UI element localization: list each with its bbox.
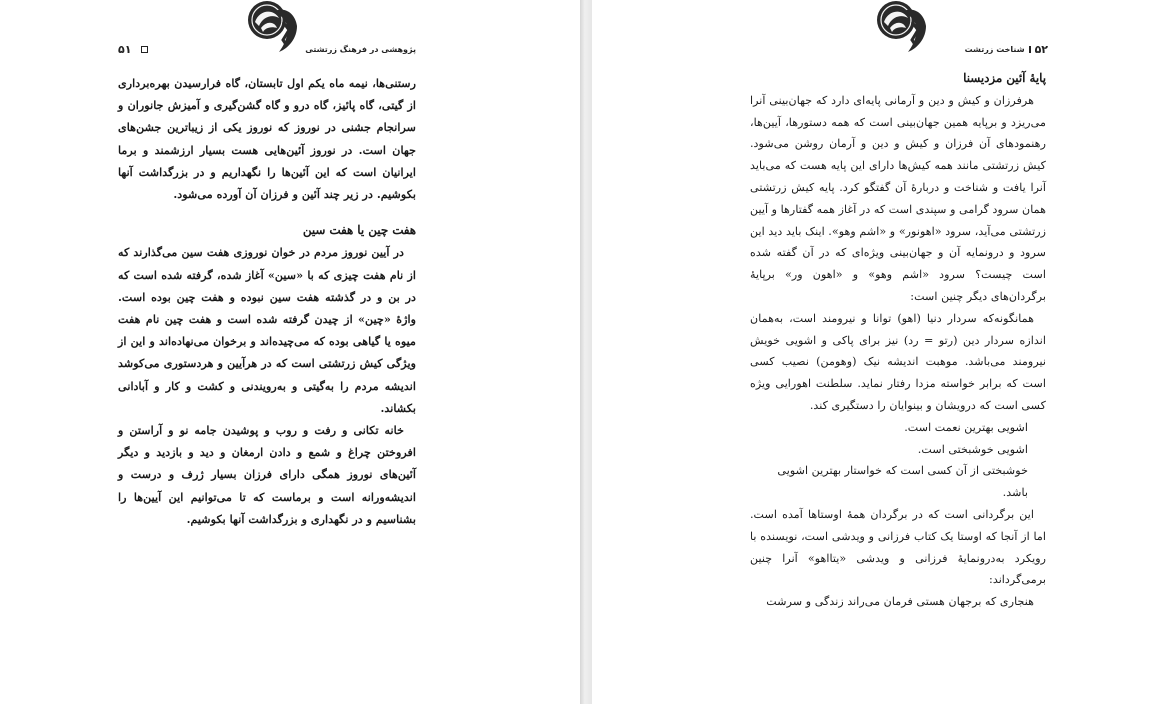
square-ornament-icon (1029, 46, 1031, 53)
page-number: ۵۲ (1034, 42, 1048, 56)
section-heading: هفت چین یا هفت سین (302, 223, 416, 238)
running-header (964, 42, 1048, 56)
running-title: شناخت زرتشت (964, 44, 1025, 54)
paragraph: این برگردانی است که در برگردان همهٔ اوستاها آمده است. اما از آنجا که اوستا یک کتاب فرزانی و ویدشی است، نویسنده با رویکرد به‌درونمایهٔ فرزانی و ویدشی «یتااهو» آنرا چنین برمی‌گرداند: (750, 507, 1046, 587)
book-gutter (580, 0, 592, 704)
quote-line: اشویی بهترین نعمت است. (904, 420, 1028, 434)
quote-line: اشویی خوشبختی است. (917, 442, 1028, 456)
page-number-group (118, 43, 152, 56)
quote-line: خوشبختی از آن کسی است که خواستار بهترین اشویی باشد. (777, 464, 1028, 500)
text-column (750, 68, 1046, 613)
page-number: ۵۱ (118, 42, 132, 56)
book-logo-emblem (872, 0, 930, 56)
paragraph: خانه تکانی و رفت و روب و پوشیدن جامه نو و آراستن و افروختن چراغ و شمع و دادن ارمغان و دید و بازدید و دیگر آئین‌های نوروز همگی دارای فرزان بسیار ژرف و درست و اندیشه‌ورانه است و برماست که تا می‌توانیم این آیین‌ها را بشناسیم و در نگهداری و بزرگداشت آنها بکوشیم. (118, 423, 416, 526)
paragraph: همانگونه‌که سردار دنیا (اهو) توانا و نیرومند است، به‌همان اندازه سردار دین (رتو = رد) نیز برای پاکی و اشویی خویش نیرومند می‌باشد. موهبت اندیشه نیک (وهومن) نصیب کسی است که برابر خواسته مزدا رفتار نماید. سلطنت اهورایی ویژه کسی است که درویشان و بینوایان را دستگیری کند. (750, 311, 1046, 412)
intro-paragraph: رستنی‌ها، نیمه ماه یکم اول تابستان، گاه فرارسیدن بهره‌برداری از گیتی، گاه پائیز، گاه درو و گاه گشن‌گیری و آمیزش جانوران و سرانجام جشنی در نوروز که نوروز یکی از زیباترین جشن‌های جهان است. در نوروز آئین‌هایی هست بسیار ارزشمند و برما ایرانیان است که این آئین‌ها را نگهداریم و در بزرگداشت آنها بکوشیم. در زیر چند آئین و فرزان آن آورده می‌شود. (118, 76, 416, 202)
paragraph: هنجاری که برجهان هستی فرمان می‌راند زندگی و سرشت (766, 595, 1034, 609)
text-column (118, 72, 416, 530)
running-header (118, 42, 416, 56)
paragraph: در آیین نوروز مردم در خوان نوروزی هفت سین می‌گذارند که از نام هفت چیزی که با «سین» آغاز شده، گرفته شده است که در بن و در گذشته هفت سین نبوده و هفت چین بوده است. واژهٔ «چین» از چیدن گرفته شده است و هفت چین نام هفت میوه یا گیاهی بوده که می‌چیده‌اند و برخوان می‌نهاده‌اند و این از ویژگی کیش زرتشتی است که در هرآیین و هردستوری می‌کوشد اندیشه مردم را به‌گیتی و به‌رویندنی و کشت و کار و آبادانی بکشاند. (118, 245, 416, 415)
section-heading: پایهٔ آئین مزدیسنا (963, 71, 1046, 85)
paragraph: هرفرزان و کیش و دین و آرمانی پایه‌ای دارد که جهان‌بینی آنرا می‌ریزد و برپایه همین جهان‌بینی است که همه دستورها، آیین‌ها، رهنمودهای آن فرزان و کیش و دین و آرمان روشن می‌شود. کیش زرتشتی مانند همه کیش‌ها دارای این پایه هست که می‌باید آنرا یافت و شناخت و دربارهٔ آن گفتگو کرد. پایه کیش زرتشتی همان سرود گرامی و سپندی است که در آغاز همه گفتارها و آیین زرتشتی می‌آید، سرود «اهونور» و «اشم وهو». اینک باید دید این سرود و درونمایه آن و جهان‌بینی ویژه‌ای که در آن گفته شده است چیست؟ سرود «اشم وهو» و «اهون ور» برپایهٔ برگردان‌های دیگر چنین است: (750, 93, 1046, 303)
square-ornament-icon (141, 46, 148, 53)
right-page (592, 0, 1160, 704)
running-title: پژوهشی در فرهنگ زرتشتی (305, 44, 416, 54)
